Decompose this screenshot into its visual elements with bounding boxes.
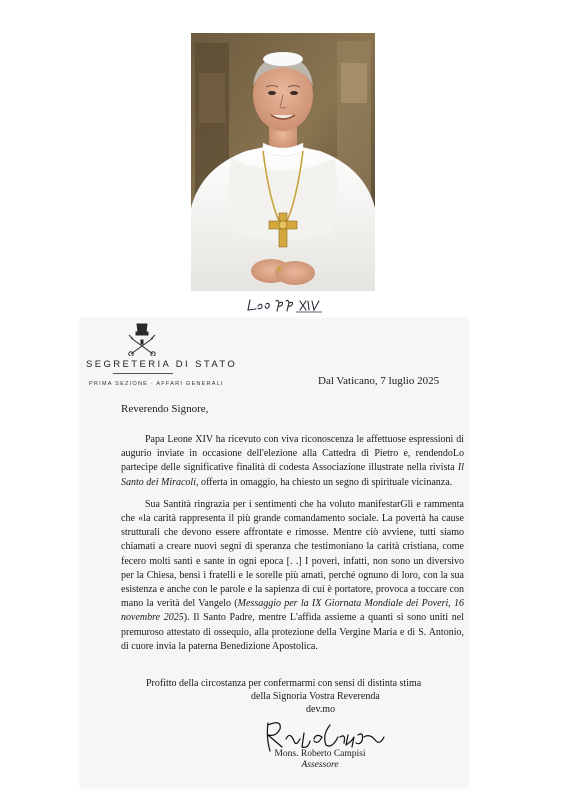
letter-date: Dal Vaticano, 7 luglio 2025 (318, 375, 440, 387)
section-subheading: PRIMA SEZIONE · AFFARI GENERALI (89, 381, 224, 387)
closing-line-3: dev.mo (306, 704, 336, 715)
paragraph-2: Sua Santità ringrazia per i sentimenti che ha voluto manifestarGli e rammenta che «la carità rappresenta il più grande comandamento sociale. La povertà ha cause strutturali che devono essere affrontate e rimosse. Mentre ciò avviene, tutti siamo chiamati a creare nuovi segni di speranza che testimoniano la carità cristiana, come fecero molti santi e sante in ogni epoca [. .] I poveri, infatti, non sono un diversivo per la Chiesa, bensì i fratelli e le sorelle più amati, perché ognuno di loro, con la sua esistenza e anche con le parole e la sapienza di cui è portatore, provoca a toccare con mano la verità del Vangelo (Messaggio per la IX Giornata Mondiale dei Poveri, 16 novembre 2025). Il Santo Padre, mentre L'affida assieme a quanti si sono uniti nel premuroso attestato di ossequio, alla protezione della Vergine Maria e di S. Antonio, di cuore invia la paterna Benedizione Apostolica. (121, 498, 464, 652)
closing-line-1: Profitto della circostanza per confermarmi con sensi di distinta stima (146, 678, 422, 689)
signer-block (270, 749, 370, 770)
closing-block (146, 677, 422, 715)
salutation: Reverendo Signore, (121, 403, 209, 415)
magazine-title: Il Santo dei Miracoli (121, 462, 464, 488)
signer-role: Assessore (301, 760, 339, 770)
papal-keys-crest-icon (127, 322, 157, 356)
pope-handwritten-signature (246, 294, 326, 316)
heading-divider (113, 373, 173, 374)
signer-name: Mons. Roberto Campisi (274, 749, 366, 759)
closing-line-2: della Signoria Vostra Reverenda (251, 691, 380, 702)
letter-body (121, 433, 464, 654)
pope-portrait-photo (191, 33, 375, 291)
secretariat-heading: SEGRETERIA DI STATO (86, 359, 238, 370)
paragraph-1: Papa Leone XIV ha ricevuto con viva riconoscenza le affettuose espressioni di augurio inviate in occasione dell'elezione alla Cattedra di Pietro e, rendendoLo partecipe delle significative finalità di codesta Associazione illustrate nella rivista Il Santo dei Miracoli, offerta in omaggio, ha chiesto un segno di spirituale vicinanza. (121, 434, 464, 488)
message-citation: Messaggio per la IX Giornata Mondiale dei Poveri, 16 novembre 2025 (121, 598, 464, 624)
